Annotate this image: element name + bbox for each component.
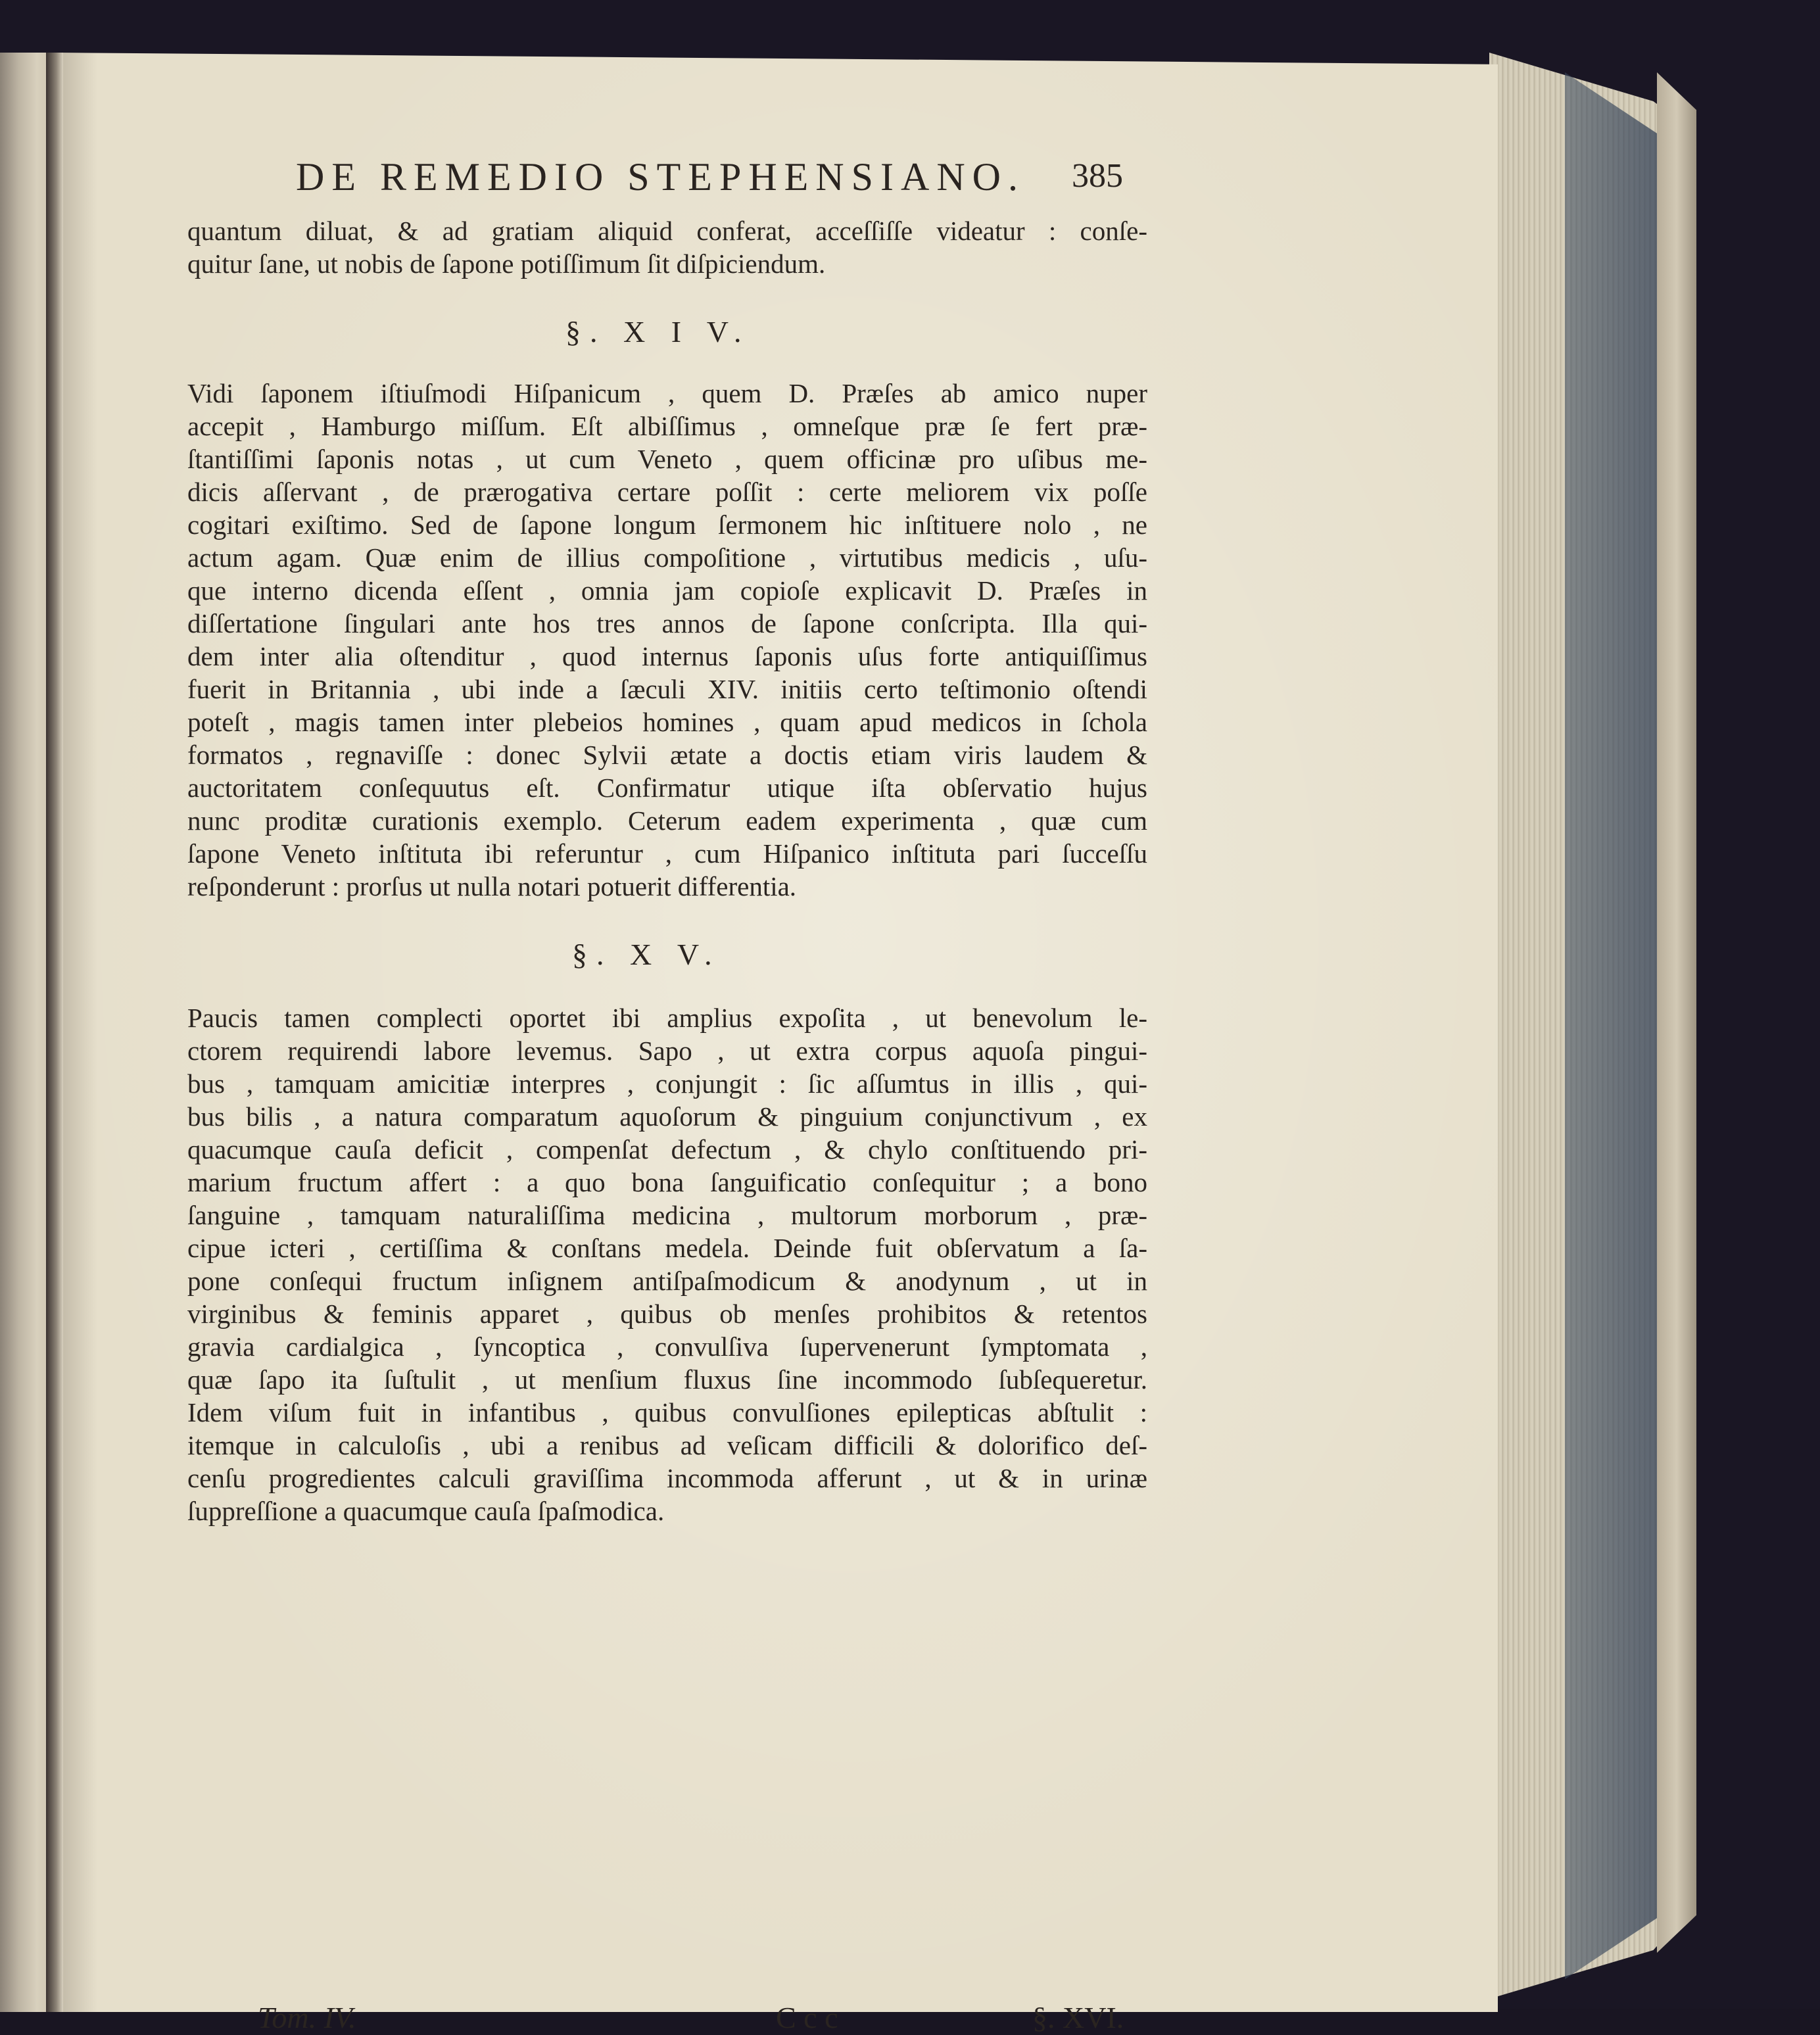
text-line: gravia cardialgica , ſyncoptica , convulſiva ſupervenerunt ſymptomata , bbox=[187, 1331, 1147, 1362]
text-line: bus bilis , a natura comparatum aquoſorum & pinguium conjunctivum , ex bbox=[187, 1101, 1147, 1132]
text-line: ſanguine , tamquam naturaliſſima medicina , multorum morborum , præ- bbox=[187, 1200, 1147, 1230]
text-line: ſuppreſſione a quacumque cauſa ſpaſmodica. bbox=[187, 1496, 665, 1526]
text-line: quitur ſane, ut nobis de ſapone potiſſimum ſit diſpiciendum. bbox=[187, 249, 826, 279]
book-cover-edge bbox=[1657, 72, 1696, 1953]
text-line: cogitari exiſtimo. Sed de ſapone longum ſermonem hic inſtituere nolo , ne bbox=[187, 510, 1147, 540]
text-line: Vidi ſaponem iſtiuſmodi Hiſpanicum , quem D. Præſes ab amico nuper bbox=[187, 378, 1147, 408]
text-line: auctoritatem conſequutus eſt. Confirmatur utique iſta obſervatio hujus bbox=[187, 773, 1147, 803]
text-line: ctorem requirendi labore levemus. Sapo , ut extra corpus aquoſa pingui- bbox=[187, 1036, 1147, 1066]
running-head: DE REMEDIO STEPHENSIANO. bbox=[296, 155, 1025, 199]
text-line: Paucis tamen complecti oportet ibi amplius expoſita , ut benevolum le- bbox=[187, 1003, 1147, 1033]
section-heading: §. X I V. bbox=[565, 315, 751, 348]
text-line: cenſu progredientes calculi graviſſima incommoda afferunt , ut & in urinæ bbox=[187, 1463, 1147, 1493]
text-line: ſapone Veneto inſtituta ibi referuntur , cum Hiſpanico inſtituta pari ſucceſſu bbox=[187, 838, 1147, 869]
signature-mark: C c c bbox=[776, 2001, 838, 2034]
text-line: dem inter alia oſtenditur , quod internus ſaponis uſus forte antiquiſſimus bbox=[187, 641, 1147, 671]
text-line: diſſertatione ſingulari ante hos tres annos de ſapone conſcripta. Illa qui- bbox=[187, 608, 1147, 638]
text-line: quæ ſapo ita ſuſtulit , ut menſium fluxus ſine incommodo ſubſequeretur. bbox=[187, 1364, 1147, 1395]
text-line: fuerit in Britannia , ubi inde a ſæculi XIV. initiis certo teſtimonio oſtendi bbox=[187, 674, 1147, 704]
volume-mark: Tom. IV. bbox=[258, 2001, 356, 2034]
section-heading: §. X V. bbox=[572, 938, 721, 971]
text-line: quacumque cauſa deficit , compenſat defectum , & chylo conſtituendo pri- bbox=[187, 1134, 1147, 1164]
text-line: bus , tamquam amicitiæ interpres , conjungit : ſic aſſumtus in illis , qui- bbox=[187, 1068, 1147, 1099]
catchword: §. XVI. bbox=[1032, 2001, 1124, 2034]
text-line: formatos , regnaviſſe : donec Sylvii ætate a doctis etiam viris laudem & bbox=[187, 740, 1147, 770]
text-line: que interno dicenda eſſent , omnia jam copioſe explicavit D. Præſes in bbox=[187, 575, 1147, 606]
previous-page-edge bbox=[0, 53, 53, 2012]
text-line: cipue icteri , certiſſima & conſtans medela. Deinde fuit obſervatum a ſa- bbox=[187, 1233, 1147, 1263]
text-line: reſponderunt : prorſus ut nulla notari potuerit differentia. bbox=[187, 871, 797, 901]
text-line: marium fructum affert : a quo bona ſanguificatio conſequitur ; a bono bbox=[187, 1167, 1147, 1197]
text-line: poteſt , magis tamen inter plebeios homines , quam apud medicos in ſchola bbox=[187, 707, 1147, 737]
text-line: quantum diluat, & ad gratiam aliquid conferat, acceſſiſſe videatur : conſe- bbox=[187, 216, 1147, 246]
text-line: accepit , Hamburgo miſſum. Eſt albiſſimus , omneſque præ ſe fert præ- bbox=[187, 411, 1147, 441]
text-line: itemque in calculoſis , ubi a renibus ad veſicam difficili & dolorifico deſ- bbox=[187, 1430, 1147, 1460]
text-line: nunc proditæ curationis exemplo. Ceterum eadem experimenta , quæ cum bbox=[187, 805, 1147, 836]
page-number: 385 bbox=[1072, 157, 1123, 195]
text-line: dicis aſſervant , de prærogativa certare poſſit : certe meliorem vix poſſe bbox=[187, 477, 1147, 507]
text-line: virginibus & feminis apparet , quibus ob menſes prohibitos & retentos bbox=[187, 1299, 1147, 1329]
text-line: Idem viſum fuit in infantibus , quibus convulſiones epilepticas abſtulit : bbox=[187, 1397, 1147, 1427]
book-gutter bbox=[46, 53, 63, 2012]
text-line: ſtantiſſimi ſaponis notas , ut cum Veneto , quem officinæ pro uſibus me- bbox=[187, 444, 1147, 474]
text-line: pone conſequi fructum inſignem antiſpaſmodicum & anodynum , ut in bbox=[187, 1266, 1147, 1296]
text-line: actum agam. Quæ enim de illius compoſitione , virtutibus medicis , uſu- bbox=[187, 542, 1147, 573]
